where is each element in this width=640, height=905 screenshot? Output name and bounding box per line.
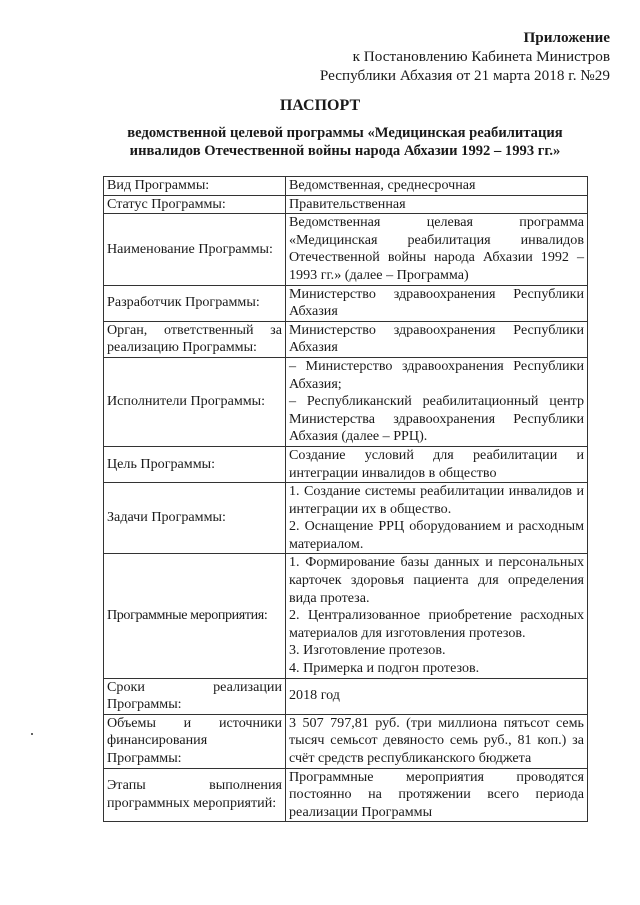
row-value — [286, 483, 588, 554]
document-title: ПАСПОРТ — [279, 97, 361, 114]
subtitle-line1: ведомственной целевой программы «Медицинская реабилитация — [127, 125, 563, 141]
value-line: 3. Изготовление протезов. — [289, 642, 446, 659]
value-line: 2. Централизованное приобретение расходных материалов для изготовления протезов. — [289, 607, 584, 641]
table-row — [104, 446, 588, 482]
value-line: Создание условий для реабилитации и интеграции инвалидов в общество — [289, 446, 584, 481]
table-row — [104, 678, 588, 714]
value-line: Ведомственная целевая программа «Медицинская реабилитация инвалидов Отечественной войны народа Абхазии 1992 – 1993 гг.» (далее – Программа) — [289, 214, 584, 283]
row-value — [286, 321, 588, 357]
table-row — [104, 714, 588, 768]
row-value — [286, 554, 588, 678]
table-row — [104, 321, 588, 357]
row-value — [286, 678, 588, 714]
row-label: Цель Программы: — [104, 446, 286, 482]
row-label: Программные мероприятия: — [104, 554, 286, 678]
appendix-label: Приложение — [523, 29, 610, 46]
row-label: Этапы выполнения программных мероприятий: — [104, 768, 286, 822]
table-row — [104, 768, 588, 822]
row-label: Объемы и источники финансирования Программы: — [104, 714, 286, 768]
value-line: Программные мероприятия проводятся постоянно на протяжении всего периода реализации Программы — [289, 768, 584, 820]
row-label: Орган, ответственный за реализацию Программы: — [104, 321, 286, 357]
table-row — [104, 554, 588, 678]
table-row — [104, 214, 588, 285]
decree-reference-line1: к Постановлению Кабинета Министров — [352, 48, 610, 65]
value-line: 3 507 797,81 руб. (три миллиона пятьсот семь тысяч семьсот девяносто семь руб., 81 коп.) за счёт средств республиканского бюджета — [289, 714, 584, 766]
row-value — [286, 177, 588, 196]
table-row — [104, 285, 588, 321]
row-label: Сроки реализации Программы: — [104, 678, 286, 714]
value-line: Министерство здравоохранения Республики Абхазия — [289, 285, 584, 320]
row-value — [286, 446, 588, 482]
row-label: Наименование Программы: — [104, 214, 286, 285]
subtitle-line2: инвалидов Отечественной войны народа Абхазии 1992 – 1993 гг.» — [129, 143, 561, 159]
value-line: – Министерство здравоохранения Республики Абхазия; — [289, 357, 584, 392]
passport-table — [103, 176, 588, 822]
decree-reference-line2: Республики Абхазия от 21 марта 2018 г. №29 — [319, 67, 610, 84]
value-line: 1. Создание системы реабилитации инвалидов и интеграции их в общество. — [289, 483, 584, 517]
row-value — [286, 357, 588, 446]
table-row — [104, 483, 588, 554]
row-value — [286, 195, 588, 214]
row-label: Разработчик Программы: — [104, 285, 286, 321]
document-header — [320, 28, 610, 85]
value-line: 4. Примерка и подгон протезов. — [289, 660, 480, 677]
value-line: 2. Оснащение РРЦ оборудованием и расходным материалом. — [289, 518, 584, 552]
document-subtitle — [80, 124, 610, 160]
row-label: Вид Программы: — [104, 177, 286, 196]
table-row — [104, 195, 588, 214]
row-label: Статус Программы: — [104, 195, 286, 214]
value-line: Министерство здравоохранения Республики Абхазия — [289, 321, 584, 356]
table-row — [104, 177, 588, 196]
row-label: Исполнители Программы: — [104, 357, 286, 446]
row-value — [286, 285, 588, 321]
row-label: Задачи Программы: — [104, 483, 286, 554]
scan-speck — [31, 733, 33, 735]
value-line: 2018 год — [289, 687, 340, 704]
value-line: Правительственная — [289, 195, 406, 212]
row-value — [286, 714, 588, 768]
value-line: 1. Формирование базы данных и персональных карточек здоровья пациента для определения вида протеза. — [289, 554, 584, 606]
value-line: – Республиканский реабилитационный центр Министерства здравоохранения Республики Абхазия (далее – РРЦ). — [289, 393, 584, 445]
value-line: Ведомственная, среднесрочная — [289, 177, 476, 193]
table-row — [104, 357, 588, 446]
row-value — [286, 768, 588, 822]
row-value — [286, 214, 588, 285]
